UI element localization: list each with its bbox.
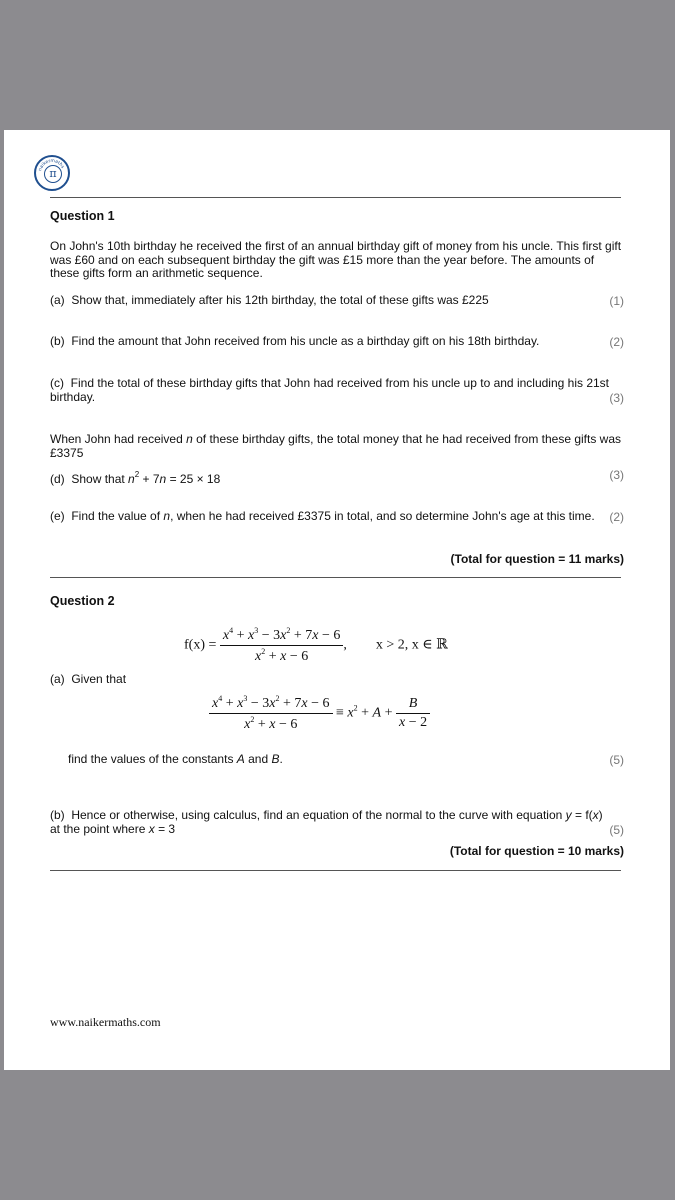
header-divider bbox=[50, 197, 621, 198]
part-text-eq: = f( bbox=[571, 808, 593, 822]
question-2b bbox=[50, 809, 622, 836]
question-1e bbox=[50, 510, 625, 524]
partial-fraction-identity: $\frac{x^4 + x^3 - 3x^2 + 7x - 6}{x^2 + x - 6}$ ≡ $x^2 + A$ + $\frac{B}{x - 2}$ bbox=[209, 694, 509, 733]
part-text: Find the total of these birthday gifts that John had received from his uncle up to and including his 21st birthday. bbox=[50, 376, 609, 404]
var-n: n bbox=[128, 472, 135, 486]
identity-lhs-fraction bbox=[209, 694, 333, 733]
part-label: (e) bbox=[50, 509, 65, 523]
question-2a bbox=[50, 673, 126, 687]
var-x: x bbox=[148, 821, 155, 836]
question-1b-marks: (2) bbox=[609, 335, 624, 349]
find-text-post: . bbox=[279, 752, 283, 766]
question-1d bbox=[50, 468, 450, 487]
worksheet-page bbox=[4, 130, 670, 1070]
var-y: y bbox=[565, 808, 572, 822]
question-2b-marks: (5) bbox=[609, 823, 624, 837]
constant-b: B bbox=[271, 752, 280, 766]
var-n: n bbox=[163, 509, 171, 523]
fraction-denominator: $x^2 + x - 6$ bbox=[255, 647, 309, 664]
function-lhs: f(x) = bbox=[184, 637, 217, 653]
fraction-numerator: $x^4 + x^3 - 3x^2 + 7x - 6$ bbox=[209, 694, 333, 714]
question-1-intro: On John's 10th birthday he received the first of an annual birthday gift of money from his uncle. This first gift was £60 and on each subsequent birthday the gift was £15 more than the year before. The amounts of these gifts form an arithmetic sequence. bbox=[50, 239, 622, 280]
part-text: Given that bbox=[71, 672, 127, 686]
find-text-and: and bbox=[244, 752, 272, 766]
question-2-total: (Total for question = 10 marks) bbox=[449, 844, 624, 858]
part-label: (a) bbox=[50, 293, 65, 307]
svg-text:naikermaths: naikermaths bbox=[38, 158, 65, 172]
part-label: (a) bbox=[50, 672, 65, 686]
part-text: Find the amount that John received from his uncle as a birthday gift on his 18th birthday. bbox=[71, 334, 540, 348]
identity-rhs-fraction bbox=[396, 696, 430, 731]
info-text-post: of these birthday gifts, the total money that he had received from these gifts was £3375 bbox=[50, 432, 622, 460]
info-text-pre: When John had received bbox=[50, 432, 187, 446]
logo-pi-symbol: π bbox=[44, 165, 62, 183]
part-label: (b) bbox=[50, 334, 65, 348]
pi-logo-icon bbox=[34, 155, 70, 191]
part-text-pre: Find the value of bbox=[71, 509, 164, 523]
part-line2-pre: at the point where bbox=[50, 821, 149, 836]
part-text-pre: Show that bbox=[71, 472, 129, 486]
var-x: x bbox=[592, 808, 599, 822]
part-text: Show that, immediately after his 12th birthday, the total of these gifts was £225 bbox=[71, 293, 489, 307]
fraction-numerator: B bbox=[396, 696, 430, 714]
question-1c bbox=[50, 377, 622, 404]
question-1a-marks: (1) bbox=[609, 294, 624, 308]
function-fraction bbox=[220, 626, 344, 665]
part-text-post: = 25 × 18 bbox=[166, 472, 221, 486]
question-1d-marks: (3) bbox=[609, 468, 624, 482]
part-text-pre: Hence or otherwise, using calculus, find an equation of the normal to the curve with equation bbox=[71, 808, 566, 822]
question-1e-marks: (2) bbox=[609, 510, 624, 524]
question-2a-marks: (5) bbox=[609, 753, 624, 767]
exponent: 2 bbox=[134, 470, 140, 479]
var-n: n bbox=[159, 472, 167, 486]
question-1-info bbox=[50, 433, 622, 460]
constant-a: A bbox=[236, 752, 245, 766]
part-label: (c) bbox=[50, 376, 64, 390]
question-1b bbox=[50, 335, 590, 349]
part-label: (b) bbox=[50, 808, 65, 822]
fraction-numerator: $x^4 + x^3 - 3x^2 + 7x - 6$ bbox=[220, 626, 344, 646]
part-label: (d) bbox=[50, 472, 65, 486]
find-text-pre: find the values of the constants bbox=[68, 752, 237, 766]
footer-url: www.naikermaths.com bbox=[50, 1015, 161, 1029]
question-1c-marks: (3) bbox=[609, 391, 624, 405]
part-text-close: ) bbox=[598, 808, 603, 822]
question-2-divider bbox=[50, 870, 621, 871]
part-text-mid: + 7 bbox=[139, 472, 160, 486]
fraction-denominator: $x^2 + x - 6$ bbox=[244, 715, 298, 732]
info-var-n: n bbox=[186, 432, 193, 446]
question-1-divider bbox=[50, 577, 621, 578]
question-1-title: Question 1 bbox=[50, 209, 115, 223]
question-1-total: (Total for question = 11 marks) bbox=[450, 552, 624, 566]
function-definition: f(x) = $\frac{x^4 + x^3 - 3x^2 + 7x - 6}{x^2 + x - 6}$ , x > 2, x ∈ ℝ bbox=[184, 626, 448, 664]
question-2-title: Question 2 bbox=[50, 594, 115, 608]
fraction-denominator: x − 2 bbox=[399, 715, 428, 730]
part-line2-post: = 3 bbox=[154, 821, 176, 836]
question-1a bbox=[50, 294, 570, 308]
function-domain: x > 2, x ∈ ℝ bbox=[375, 637, 448, 653]
question-2a-find bbox=[68, 753, 283, 767]
part-text-post: , when he had received £3375 in total, and so determine John's age at this time. bbox=[170, 509, 595, 523]
